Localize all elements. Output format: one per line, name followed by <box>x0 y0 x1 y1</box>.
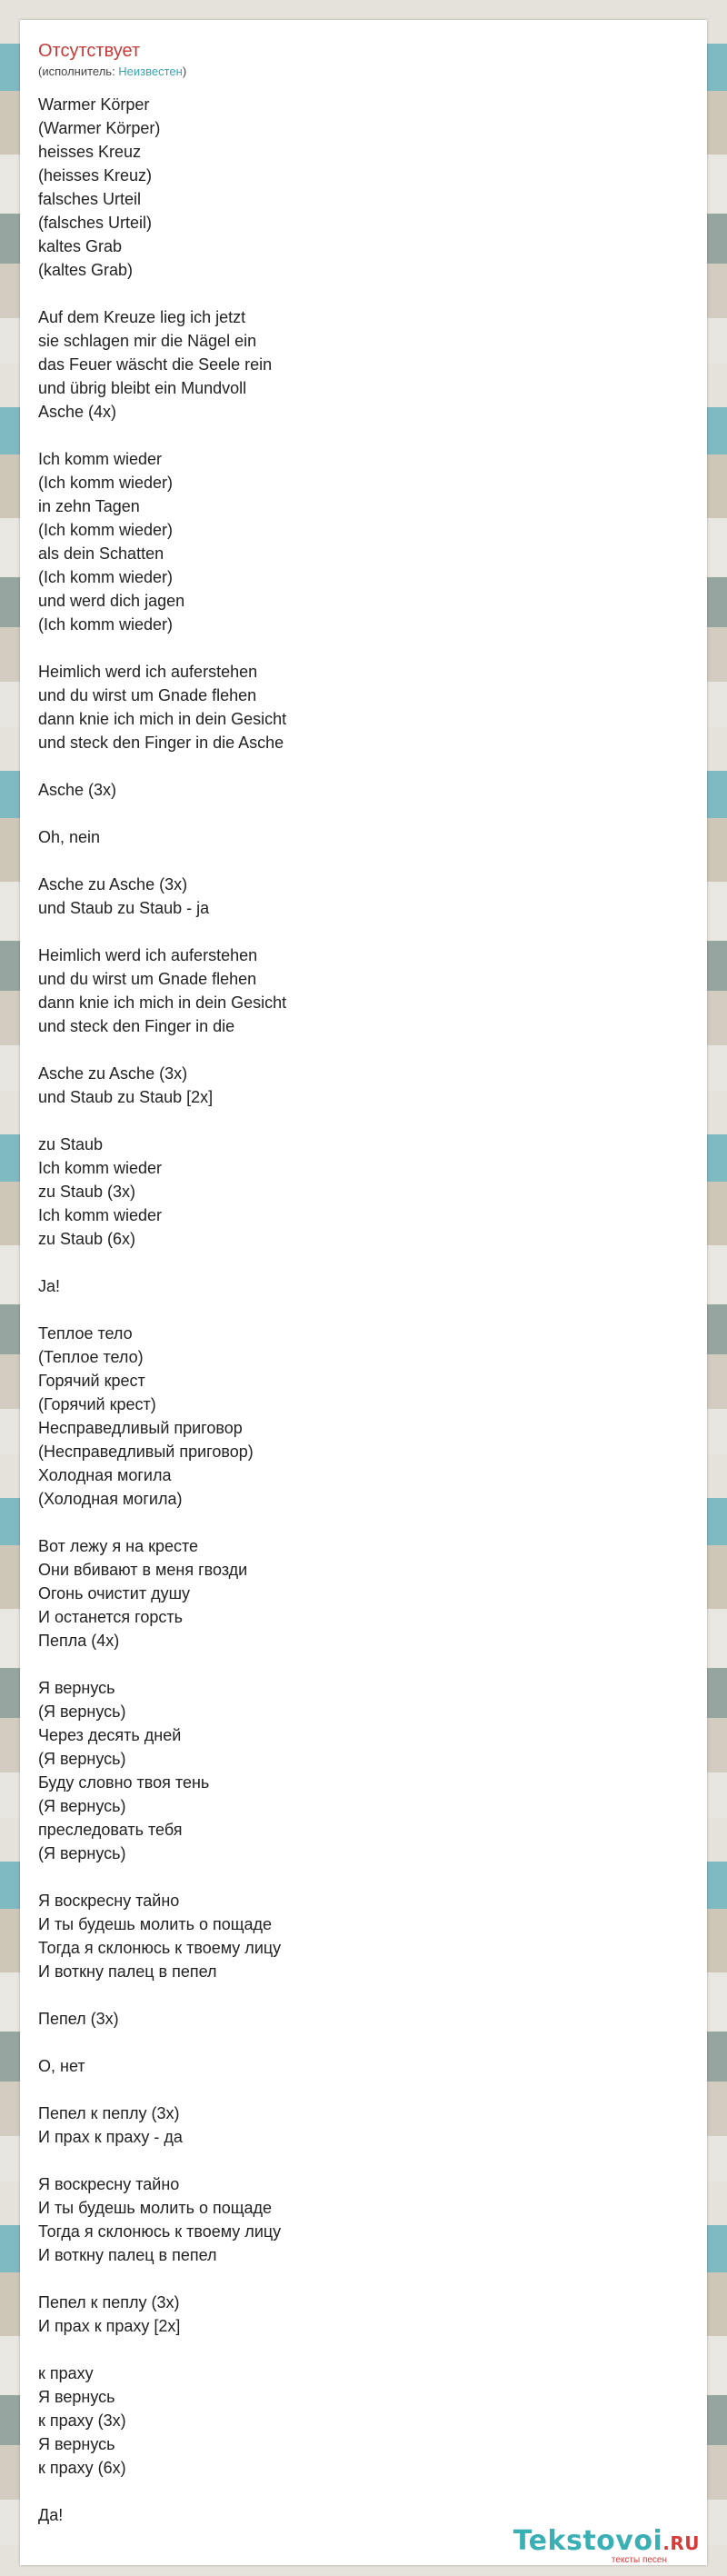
site-logo[interactable] <box>513 2526 700 2565</box>
song-title: Отсутствует <box>38 41 141 61</box>
logo-tagline: тексты песен <box>611 2555 667 2565</box>
lyrics-card <box>20 20 707 2565</box>
logo-tld: .RU <box>662 2532 700 2554</box>
artist-prefix: (исполнитель: <box>38 65 119 78</box>
artist-line <box>38 65 186 79</box>
lyrics-text: Warmer Körper (Warmer Körper) heisses Kreuz (heisses Kreuz) falsches Urteil (falsches Urteil) kaltes Grab (kaltes Grab) Auf dem Kreuze lieg ich jetzt sie schlagen mir die Nägel ein das Feuer wäscht die Seele rein und übrig bleibt ein Mundvoll Asche (4x) Ich komm wieder (Ich komm wieder) in zehn Tagen (Ich komm wieder) als dein Schatten (Ich komm wieder) und werd dich jagen (Ich komm wieder) Heimlich werd ich auferstehen und du wirst um Gnade flehen dann knie ich mich in dein Gesicht und steck den Finger in die Asche Asche (3x) Oh, nein Asche zu Asche (3x) und Staub zu Staub - ja Heimlich werd ich auferstehen und du wirst um Gnade flehen dann knie ich mich in dein Gesicht und steck den Finger in die Asche zu Asche (3x) und Staub zu Staub [2x] zu Staub Ich komm wieder zu Staub (3x) Ich komm wieder zu Staub (6x) Ja! Теплое тело (Теплое тело) Горячий крест (Горячий крест) Несправедливый приговор (Несправедливый приговор) Холодная могила (Холодная могила) Вот лежу я на кресте Они вбивают в меня гвозди Огонь очистит душу И останется горсть Пепла (4x) Я вернусь (Я вернусь) Через десять дней (Я вернусь) Буду словно твоя тень (Я вернусь) преследовать тебя (Я вернусь) Я воскресну тайно И ты будешь молить о пощаде Тогда я склонюсь к твоему лицу И воткну палец в пепел Пепел (3x) О, нет Пепел к пеплу (3x) И прах к праху - да Я воскресну тайно И ты будешь молить о пощаде Тогда я склонюсь к твоему лицу И воткну палец в пепел Пепел к пеплу (3x) И прах к праху [2x] к праху Я вернусь к праху (3x) Я вернусь к праху (6x) Да! <box>38 95 287 2524</box>
artist-suffix: ) <box>182 65 187 78</box>
artist-link[interactable]: Неизвестен <box>118 65 183 78</box>
logo-name: Tekstovoi <box>513 2525 663 2557</box>
